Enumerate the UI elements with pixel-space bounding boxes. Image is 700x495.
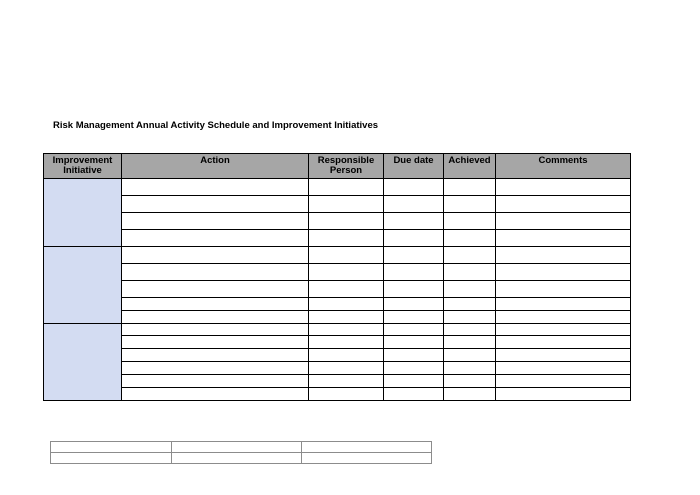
footer-cell[interactable] (302, 442, 432, 453)
footer-row (51, 442, 432, 453)
initiative-cell[interactable] (44, 179, 122, 247)
due-date-cell[interactable] (384, 362, 444, 375)
due-date-cell[interactable] (384, 349, 444, 362)
footer-row (51, 453, 432, 464)
achieved-cell[interactable] (444, 375, 496, 388)
responsible-cell[interactable] (309, 298, 384, 311)
table-row (44, 388, 631, 401)
responsible-cell[interactable] (309, 179, 384, 196)
achieved-cell[interactable] (444, 388, 496, 401)
activity-schedule-table (43, 153, 631, 401)
achieved-cell[interactable] (444, 196, 496, 213)
table-row (44, 196, 631, 213)
responsible-cell[interactable] (309, 375, 384, 388)
page-title: Risk Management Annual Activity Schedule and Improvement Initiatives (53, 120, 379, 131)
due-date-cell[interactable] (384, 264, 444, 281)
due-date-cell[interactable] (384, 311, 444, 324)
footer-cell[interactable] (302, 453, 432, 464)
achieved-cell[interactable] (444, 349, 496, 362)
achieved-cell[interactable] (444, 247, 496, 264)
responsible-cell[interactable] (309, 196, 384, 213)
action-cell[interactable] (122, 375, 309, 388)
action-cell[interactable] (122, 281, 309, 298)
comments-cell[interactable] (496, 375, 631, 388)
due-date-cell[interactable] (384, 230, 444, 247)
achieved-cell[interactable] (444, 213, 496, 230)
achieved-cell[interactable] (444, 324, 496, 336)
footer-table (50, 441, 432, 464)
responsible-cell[interactable] (309, 213, 384, 230)
responsible-cell[interactable] (309, 264, 384, 281)
header-row (44, 154, 631, 179)
action-cell[interactable] (122, 349, 309, 362)
comments-cell[interactable] (496, 179, 631, 196)
table-row (44, 264, 631, 281)
comments-cell[interactable] (496, 362, 631, 375)
action-cell[interactable] (122, 179, 309, 196)
responsible-cell[interactable] (309, 311, 384, 324)
achieved-cell[interactable] (444, 298, 496, 311)
footer-cell[interactable] (172, 453, 302, 464)
comments-cell[interactable] (496, 264, 631, 281)
action-cell[interactable] (122, 336, 309, 349)
due-date-cell[interactable] (384, 247, 444, 264)
table-row (44, 324, 631, 336)
due-date-cell[interactable] (384, 388, 444, 401)
responsible-cell[interactable] (309, 388, 384, 401)
table-row (44, 230, 631, 247)
header-responsible-person: Responsible Person (309, 154, 384, 179)
achieved-cell[interactable] (444, 362, 496, 375)
achieved-cell[interactable] (444, 281, 496, 298)
action-cell[interactable] (122, 362, 309, 375)
due-date-cell[interactable] (384, 324, 444, 336)
comments-cell[interactable] (496, 336, 631, 349)
due-date-cell[interactable] (384, 196, 444, 213)
comments-cell[interactable] (496, 324, 631, 336)
initiative-cell[interactable] (44, 247, 122, 324)
due-date-cell[interactable] (384, 336, 444, 349)
action-cell[interactable] (122, 388, 309, 401)
table-row (44, 349, 631, 362)
action-cell[interactable] (122, 247, 309, 264)
action-cell[interactable] (122, 264, 309, 281)
comments-cell[interactable] (496, 247, 631, 264)
comments-cell[interactable] (496, 281, 631, 298)
table-row (44, 247, 631, 264)
comments-cell[interactable] (496, 311, 631, 324)
achieved-cell[interactable] (444, 336, 496, 349)
table-row (44, 375, 631, 388)
achieved-cell[interactable] (444, 311, 496, 324)
initiative-cell[interactable] (44, 324, 122, 401)
comments-cell[interactable] (496, 349, 631, 362)
header-due-date: Due date (384, 154, 444, 179)
table-row (44, 213, 631, 230)
header-comments: Comments (496, 154, 631, 179)
responsible-cell[interactable] (309, 230, 384, 247)
achieved-cell[interactable] (444, 179, 496, 196)
action-cell[interactable] (122, 230, 309, 247)
table-row (44, 298, 631, 311)
action-cell[interactable] (122, 324, 309, 336)
responsible-cell[interactable] (309, 247, 384, 264)
action-cell[interactable] (122, 213, 309, 230)
responsible-cell[interactable] (309, 336, 384, 349)
responsible-cell[interactable] (309, 324, 384, 336)
table-row (44, 362, 631, 375)
header-achieved: Achieved (444, 154, 496, 179)
action-cell[interactable] (122, 298, 309, 311)
responsible-cell[interactable] (309, 281, 384, 298)
due-date-cell[interactable] (384, 213, 444, 230)
action-cell[interactable] (122, 196, 309, 213)
due-date-cell[interactable] (384, 375, 444, 388)
table-row (44, 311, 631, 324)
header-action: Action (122, 154, 309, 179)
due-date-cell[interactable] (384, 179, 444, 196)
comments-cell[interactable] (496, 196, 631, 213)
footer-cell[interactable] (51, 453, 172, 464)
responsible-cell[interactable] (309, 349, 384, 362)
due-date-cell[interactable] (384, 281, 444, 298)
table-row (44, 281, 631, 298)
comments-cell[interactable] (496, 230, 631, 247)
footer-cell[interactable] (51, 442, 172, 453)
achieved-cell[interactable] (444, 230, 496, 247)
footer-cell[interactable] (172, 442, 302, 453)
action-cell[interactable] (122, 311, 309, 324)
comments-cell[interactable] (496, 213, 631, 230)
achieved-cell[interactable] (444, 264, 496, 281)
header-improvement-initiative: Improvement Initiative (44, 154, 122, 179)
comments-cell[interactable] (496, 388, 631, 401)
comments-cell[interactable] (496, 298, 631, 311)
table-row (44, 336, 631, 349)
table-row (44, 179, 631, 196)
responsible-cell[interactable] (309, 362, 384, 375)
due-date-cell[interactable] (384, 298, 444, 311)
